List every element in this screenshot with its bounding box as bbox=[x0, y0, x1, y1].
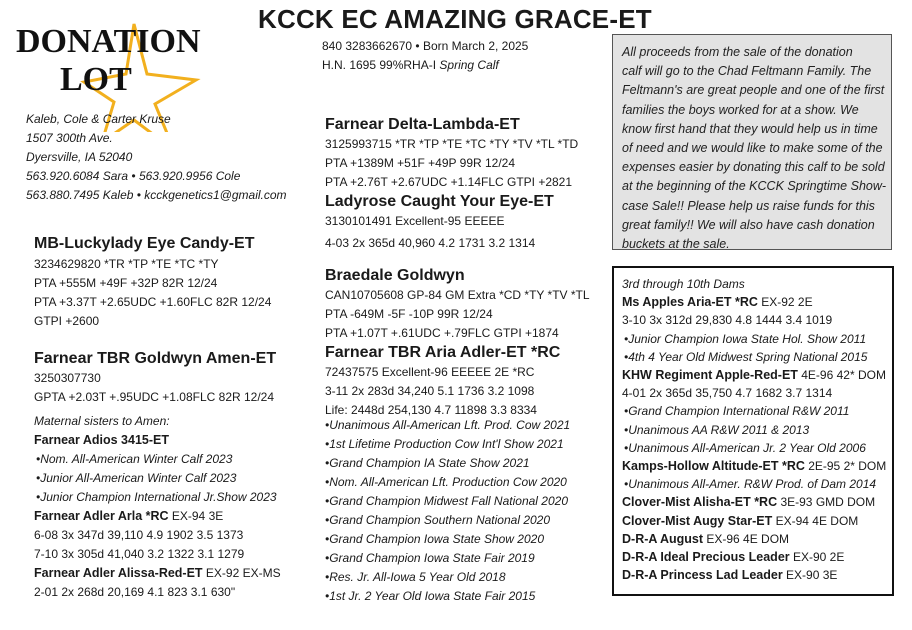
dam-name: Ms Apples Aria-ET *RC bbox=[622, 295, 758, 310]
delta-line: 3125993715 *TR *TP *TE *TC *TY *TV *TL *TD bbox=[325, 137, 579, 151]
contact-block bbox=[26, 110, 287, 205]
note-line: great family!! We will also have cash donation bbox=[622, 217, 875, 232]
dam-name: D-R-A Princess Lad Leader bbox=[622, 568, 783, 583]
award: •Grand Champion Iowa State Show 2020 bbox=[325, 532, 544, 546]
note-line: of need and we would like to make some of the bbox=[622, 141, 883, 156]
dam-row: •Junior Champion Iowa State Hol. Show 2011 bbox=[624, 331, 867, 346]
dam-name: Clover-Mist Augy Star-ET bbox=[622, 513, 773, 528]
dam-classification: 3E-93 GMD DOM bbox=[777, 495, 876, 510]
delta-block bbox=[325, 115, 578, 253]
award: •Junior Champion International Jr.Show 2023 bbox=[36, 489, 277, 504]
dam-classification: EX-90 3E bbox=[782, 568, 838, 583]
braedale-line: CAN10705608 GP-84 GM Extra *CD *TY *TV *TL bbox=[325, 288, 590, 302]
award: •Res. Jr. All-Iowa 5 Year Old 2018 bbox=[325, 570, 506, 584]
dam-row bbox=[622, 366, 892, 384]
dam-row: 3-10 3x 312d 29,830 4.8 1444 3.4 1019 bbox=[622, 313, 833, 328]
delta-line: PTA +1389M +51F +49P 99R 12/24 bbox=[325, 156, 516, 170]
delta-name: Farnear Delta-Lambda-ET bbox=[325, 116, 520, 133]
sire-line: 3234629820 *TR *TP *TE *TC *TY bbox=[34, 257, 219, 271]
dam-classification: EX-94 4E DOM bbox=[772, 513, 859, 528]
dam-name: D-R-A August bbox=[622, 531, 703, 546]
sister-1-name: Farnear Adios 3415-ET bbox=[34, 433, 170, 447]
note-line: buckets at the sale. bbox=[622, 237, 730, 252]
dam-row: 4-01 2x 365d 35,750 4.7 1682 3.7 1314 bbox=[622, 386, 833, 401]
award: •Junior All-American Winter Calf 2023 bbox=[36, 470, 237, 485]
sister-3-score: EX-92 EX-MS bbox=[202, 565, 281, 580]
ladyrose-line: 3130101491 Excellent-95 EEEEE bbox=[325, 214, 505, 228]
dams-box bbox=[612, 266, 894, 596]
calf-info bbox=[322, 37, 528, 75]
note-line: All proceeds from the sale of the donation bbox=[622, 45, 853, 59]
record: 2-01 2x 268d 20,169 4.1 823 3.1 630" bbox=[34, 584, 236, 599]
note-line: families the boys worked for at a show. We bbox=[622, 102, 859, 117]
dam-line: GPTA +2.03T +.95UDC +1.08FLC 82R 12/24 bbox=[34, 390, 275, 404]
dam-row bbox=[622, 548, 892, 566]
dam-row: •4th 4 Year Old Midwest Spring National 2015 bbox=[624, 349, 868, 364]
sire-block bbox=[34, 234, 271, 331]
dams-list bbox=[622, 293, 892, 584]
award: •1st Lifetime Production Cow Int'l Show 2021 bbox=[325, 437, 564, 451]
dam-name: Farnear TBR Goldwyn Amen-ET bbox=[34, 350, 277, 367]
donation-note-box bbox=[612, 34, 892, 250]
award: •Nom. All-American Lft. Production Cow 2020 bbox=[325, 475, 567, 489]
ladyrose-line: 4-03 2x 365d 40,960 4.2 1731 3.2 1314 bbox=[325, 236, 536, 250]
sire-line: GTPI +2600 bbox=[34, 314, 100, 328]
award: •Grand Champion Midwest Fall National 2020 bbox=[325, 494, 568, 508]
award: •Grand Champion Southern National 2020 bbox=[325, 513, 551, 527]
sire-line: PTA +555M +49F +32P 82R 12/24 bbox=[34, 276, 218, 290]
braedale-block bbox=[325, 266, 590, 420]
contact-phones: 563.920.6084 Sara • 563.920.9956 Cole bbox=[26, 169, 241, 183]
note-line: case Sale!! Please help us raise funds for this bbox=[622, 198, 875, 213]
braedale-line: PTA +1.07T +.61UDC +.79FLC GTPI +1874 bbox=[325, 326, 559, 340]
logo-line-2: LOT bbox=[60, 61, 132, 98]
dam-row bbox=[622, 566, 892, 584]
sire-line: PTA +3.37T +2.65UDC +1.60FLC 82R 12/24 bbox=[34, 295, 272, 309]
contact-city: Dyersville, IA 52040 bbox=[26, 150, 133, 164]
note-line: Feltmann's are great people and one of the first bbox=[622, 83, 885, 98]
contact-email: 563.880.7495 Kaleb • kcckgenetics1@gmail.com bbox=[26, 188, 287, 202]
aria-line: Life: 2448d 254,130 4.7 11898 3.3 8334 bbox=[325, 403, 537, 417]
contact-address: 1507 300th Ave. bbox=[26, 131, 113, 145]
dam-row: •Unanimous All-American Jr. 2 Year Old 2006 bbox=[624, 440, 866, 455]
note-line: calf will go to the Chad Feltmann Family. The bbox=[622, 64, 872, 79]
record: 7-10 3x 305d 41,040 3.2 1322 3.1 1279 bbox=[34, 546, 245, 561]
dam-row: •Grand Champion International R&W 2011 bbox=[624, 404, 850, 419]
calf-hn: H.N. 1695 99%RHA-I Spring Calf bbox=[322, 58, 499, 72]
sister-3-name: Farnear Adler Alissa-Red-ET bbox=[34, 565, 203, 580]
record: 6-08 3x 347d 39,110 4.9 1902 3.5 1373 bbox=[34, 527, 244, 542]
dam-block bbox=[34, 349, 276, 407]
dam-classification: EX-96 4E DOM bbox=[703, 531, 790, 546]
logo-line-1: DONATION bbox=[16, 23, 201, 60]
dam-name: D-R-A Ideal Precious Leader bbox=[622, 550, 790, 565]
dam-row bbox=[622, 530, 892, 548]
calf-id-born: 840 3283662670 • Born March 2, 2025 bbox=[322, 39, 529, 53]
dam-row: •Unanimous All-Amer. R&W Prod. of Dam 2014 bbox=[624, 477, 877, 492]
award: •Nom. All-American Winter Calf 2023 bbox=[36, 451, 233, 466]
dam-classification: EX-90 2E bbox=[789, 550, 845, 565]
dam-name: KHW Regiment Apple-Red-ET bbox=[622, 368, 798, 383]
braedale-line: PTA -649M -5F -10P 99R 12/24 bbox=[325, 307, 493, 321]
award: •1st Jr. 2 Year Old Iowa State Fair 2015 bbox=[325, 589, 536, 603]
sister-2-score: EX-94 3E bbox=[168, 508, 224, 523]
aria-name: Farnear TBR Aria Adler-ET *RC bbox=[325, 344, 561, 361]
maternal-heading: Maternal sisters to Amen: bbox=[34, 414, 170, 428]
award: •Unanimous All-American Lft. Prod. Cow 2021 bbox=[325, 418, 571, 432]
aria-awards bbox=[325, 416, 570, 606]
maternal-sisters bbox=[34, 412, 281, 602]
delta-line: PTA +2.76T +2.67UDC +1.14FLC GTPI +2821 bbox=[325, 175, 573, 189]
aria-line: 72437575 Excellent-96 EEEEE 2E *RC bbox=[325, 365, 535, 379]
dam-row bbox=[622, 493, 892, 511]
note-line: know first hand that they would help us in time bbox=[622, 121, 878, 136]
braedale-name: Braedale Goldwyn bbox=[325, 267, 465, 284]
dam-row: •Unanimous AA R&W 2011 & 2013 bbox=[624, 422, 810, 437]
note-line: expenses easier by donating this calf to be sold bbox=[622, 160, 885, 175]
award: •Grand Champion IA State Show 2021 bbox=[325, 456, 530, 470]
dam-line: 3250307730 bbox=[34, 371, 101, 385]
note-line: at the beginning of the KCCK Springtime Show- bbox=[622, 179, 887, 194]
dam-row bbox=[622, 457, 892, 475]
dam-classification: 2E-95 2* DOM bbox=[804, 459, 887, 474]
dam-name: Clover-Mist Alisha-ET *RC bbox=[622, 495, 778, 510]
dam-row bbox=[622, 512, 892, 530]
sire-name: MB-Luckylady Eye Candy-ET bbox=[34, 235, 255, 252]
award: •Grand Champion Iowa State Fair 2019 bbox=[325, 551, 535, 565]
aria-line: 3-11 2x 283d 34,240 5.1 1736 3.2 1098 bbox=[325, 384, 535, 398]
dam-classification: 4E-96 42* DOM bbox=[797, 368, 886, 383]
ladyrose-name: Ladyrose Caught Your Eye-ET bbox=[325, 193, 554, 210]
dam-classification: EX-92 2E bbox=[757, 295, 813, 310]
contact-names: Kaleb, Cole & Carter Kruse bbox=[26, 112, 171, 126]
sister-2-name: Farnear Adler Arla *RC bbox=[34, 508, 169, 523]
dam-row bbox=[622, 293, 892, 311]
page-title: KCCK EC AMAZING GRACE-ET bbox=[258, 4, 652, 34]
dam-name: Kamps-Hollow Altitude-ET *RC bbox=[622, 459, 805, 474]
dams-heading: 3rd through 10th Dams bbox=[622, 277, 745, 291]
